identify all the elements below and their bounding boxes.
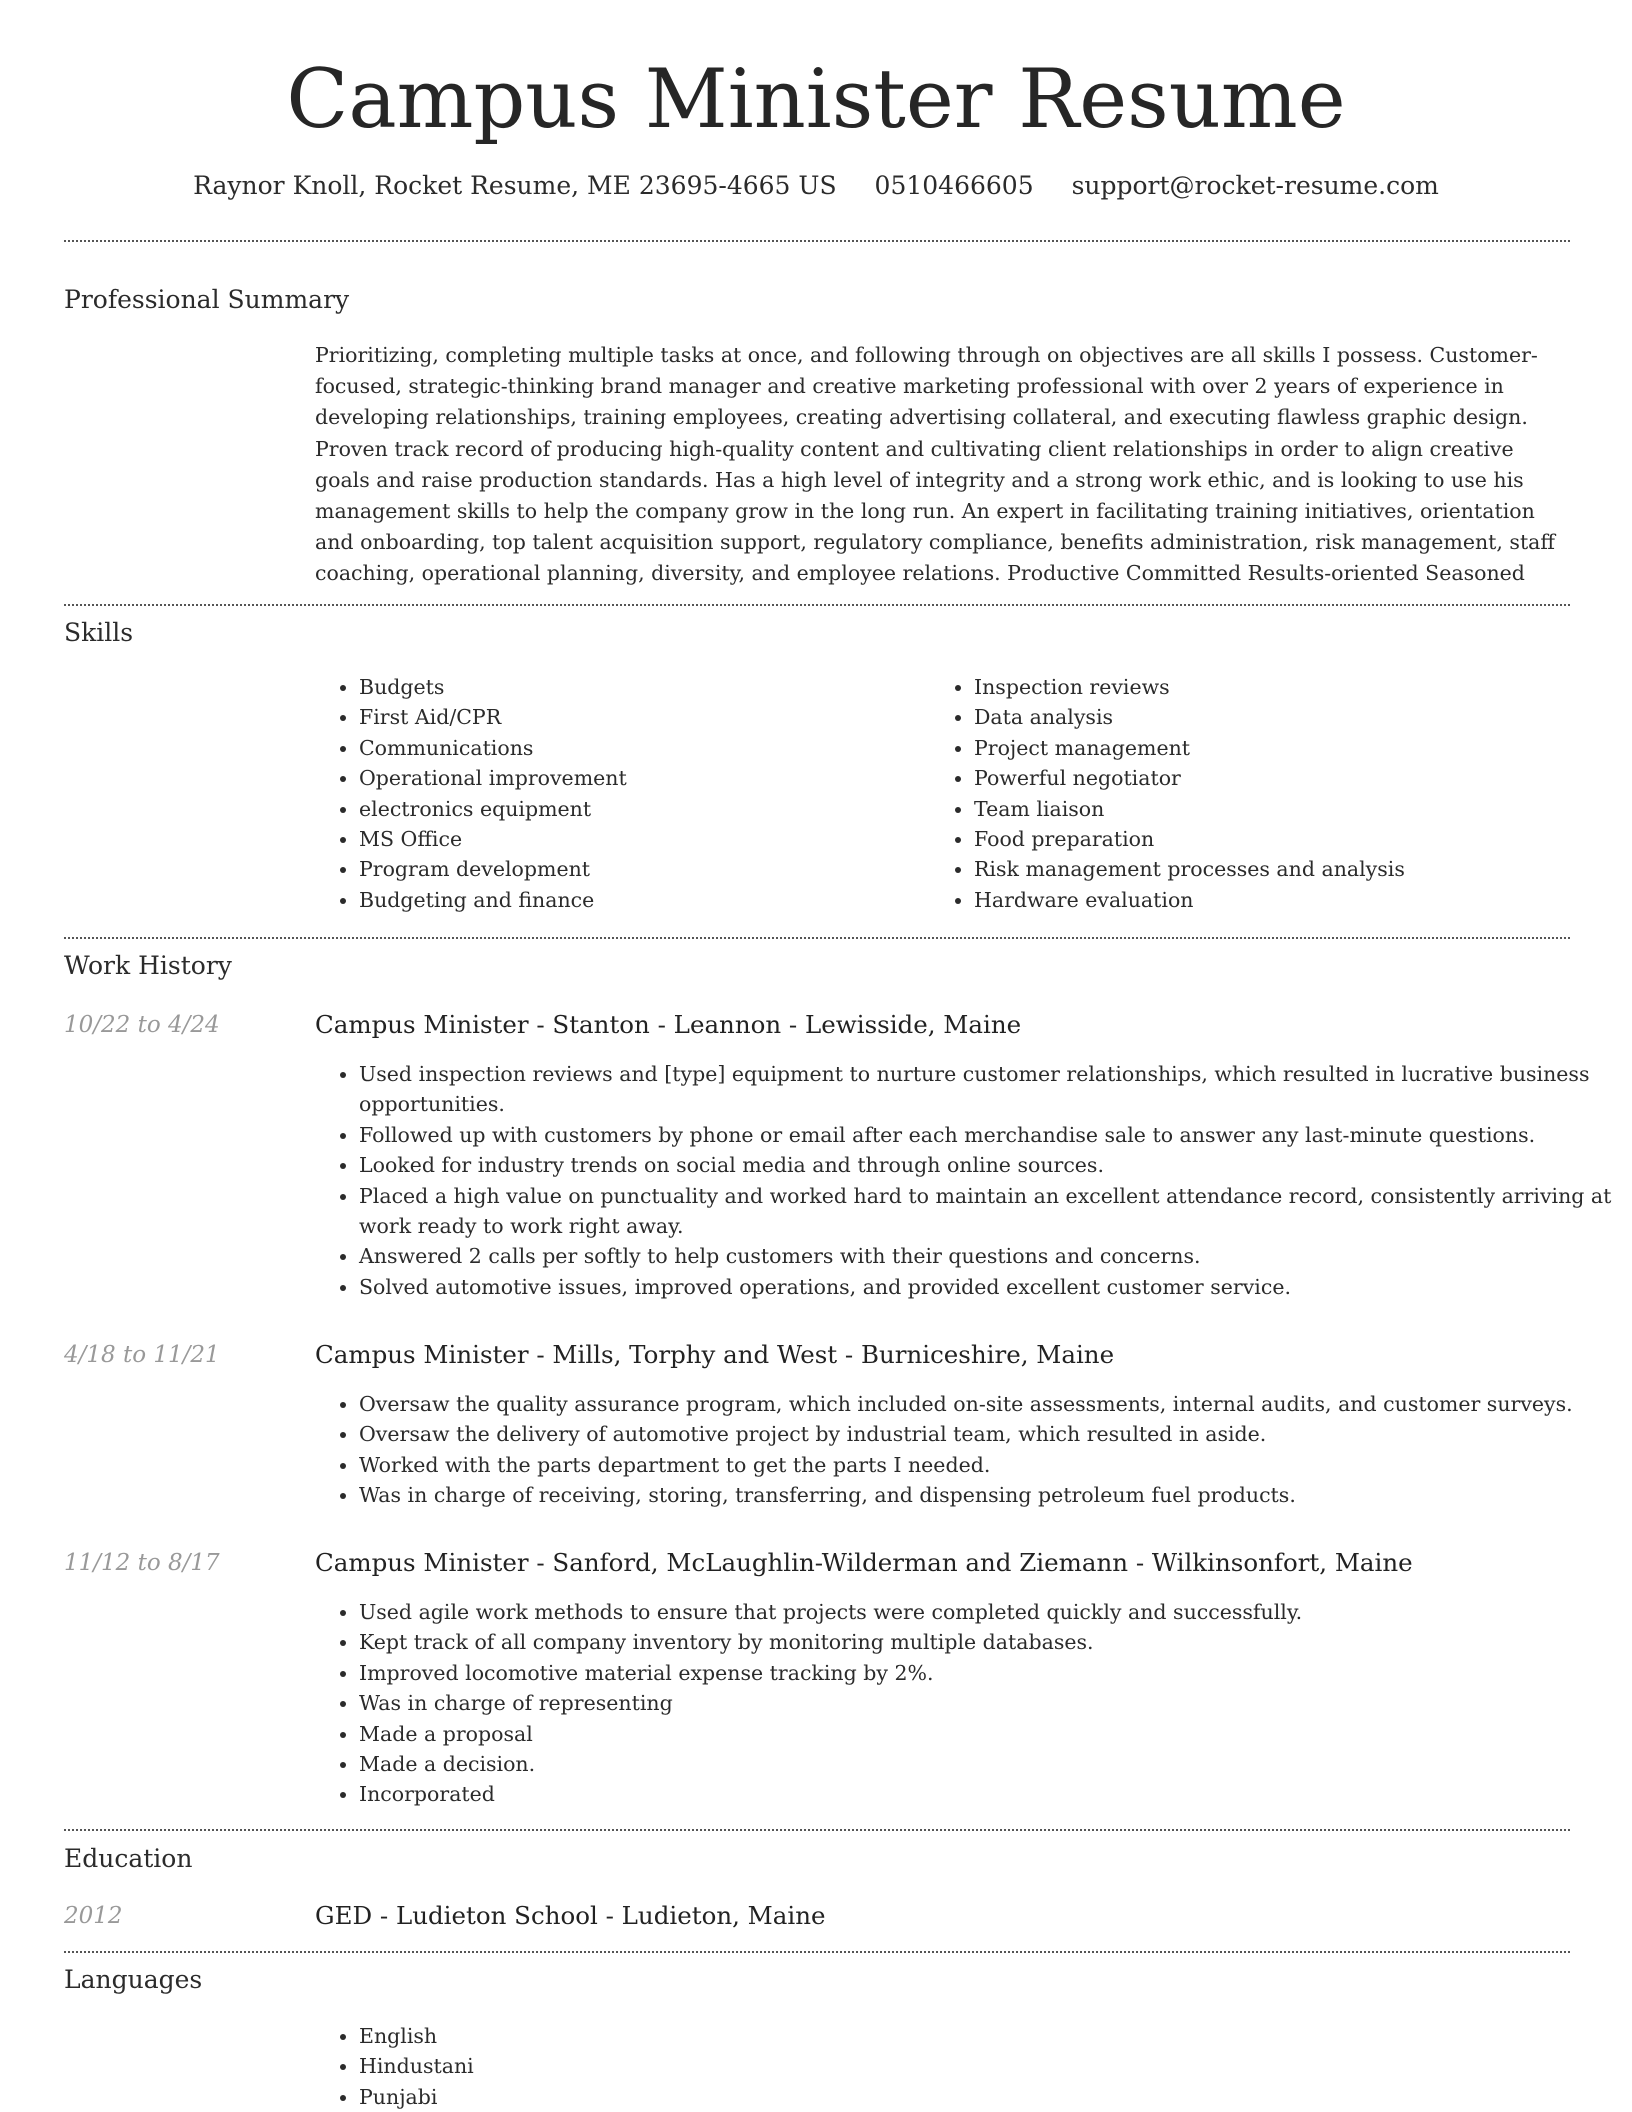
job-title: Campus Minister - Stanton - Leannon - Lewisside, Maine	[315, 1010, 1022, 1039]
job-date: 10/22 to 4/24	[64, 1012, 220, 1038]
language-item: • Punjabi	[359, 2082, 959, 2112]
job-date: 11/12 to 8/17	[64, 1550, 220, 1576]
work-heading: Work History	[64, 951, 232, 980]
job-bullet: • Improved locomotive material expense tracking by 2%.	[359, 1658, 1614, 1688]
section-divider	[64, 604, 1570, 606]
summary-heading: Professional Summary	[64, 285, 350, 314]
skill-item: • Budgets	[359, 672, 919, 702]
job-bullet: • Made a proposal	[359, 1719, 1614, 1749]
education-date: 2012	[64, 1903, 123, 1929]
job-bullet: • Solved automotive issues, improved operations, and provided excellent customer service.	[359, 1272, 1614, 1302]
skill-item: • Operational improvement	[359, 763, 919, 793]
section-divider	[64, 240, 1570, 242]
skill-item: • Communications	[359, 733, 919, 763]
contact-phone: 0510466605	[874, 171, 1034, 200]
job-bullet: • Was in charge of representing	[359, 1688, 1614, 1718]
job-bullet: • Made a decision.	[359, 1749, 1614, 1779]
skill-item: • Project management	[974, 733, 1614, 763]
summary-text: Prioritizing, completing multiple tasks at once, and following through on objectives are all skills I possess. Customer-focused, strategic-thinking brand manager and creative marketing professional with over 2 years of experience in developing relationships, training employees, creating advertising collateral, and executing flawless graphic design. Proven track record of producing high-quality content and cultivating client relationships in order to align creative goals and raise production standards. Has a high level of integrity and a strong work ethic, and is looking to use his management skills to help the company grow in the long run. An expert in facilitating training initiatives, orientation and onboarding, top talent acquisition support, regulatory compliance, benefits administration, risk management, staff coaching, operational planning, diversity, and employee relations. Productive Committed Results-oriented Seasoned	[315, 343, 1555, 586]
job-bullet: • Answered 2 calls per softly to help customers with their questions and concerns.	[359, 1241, 1614, 1271]
skill-item: • MS Office	[359, 824, 919, 854]
section-divider	[64, 1829, 1570, 1831]
skill-item: • Powerful negotiator	[974, 763, 1614, 793]
resume-title: Campus Minister Resume	[286, 53, 1346, 147]
contact-email: support@rocket-resume.com	[1071, 171, 1439, 200]
job-bullets	[315, 1059, 1614, 1302]
skills-list-right	[930, 672, 1614, 915]
skill-item: • Inspection reviews	[974, 672, 1614, 702]
job-bullet: • Placed a high value on punctuality and worked hard to maintain an excellent attendance record, consistently arriving at work ready to work right away.	[359, 1181, 1614, 1242]
skill-item: • Team liaison	[974, 794, 1614, 824]
job-date: 4/18 to 11/21	[64, 1342, 220, 1368]
skills-heading: Skills	[64, 618, 134, 647]
job-bullets	[315, 1389, 1614, 1511]
skill-item: • electronics equipment	[359, 794, 919, 824]
section-divider	[64, 1951, 1570, 1953]
skill-item: • Hardware evaluation	[974, 885, 1614, 915]
job-title: Campus Minister - Mills, Torphy and West - Burniceshire, Maine	[315, 1340, 1115, 1369]
job-bullet: • Used agile work methods to ensure that projects were completed quickly and successfully.	[359, 1597, 1614, 1627]
job-bullet: • Oversaw the quality assurance program, which included on-site assessments, internal audits, and customer surveys.	[359, 1389, 1614, 1419]
skill-item: • Program development	[359, 854, 919, 884]
languages-list	[315, 2021, 959, 2112]
skill-item: • Risk management processes and analysis	[974, 854, 1614, 884]
education-entry: GED - Ludieton School - Ludieton, Maine	[315, 1901, 826, 1930]
languages-heading: Languages	[64, 1965, 203, 1994]
job-bullet: • Kept track of all company inventory by monitoring multiple databases.	[359, 1627, 1614, 1657]
job-bullet: • Followed up with customers by phone or email after each merchandise sale to answer any last-minute questions.	[359, 1120, 1614, 1150]
skills-list-left	[315, 672, 919, 915]
contact-line	[0, 170, 1632, 202]
job-bullets	[315, 1597, 1614, 1810]
language-item: • English	[359, 2021, 959, 2051]
job-title: Campus Minister - Sanford, McLaughlin-Wilderman and Ziemann - Wilkinsonfort, Maine	[315, 1548, 1413, 1577]
section-divider	[64, 937, 1570, 939]
skill-item: • Budgeting and finance	[359, 885, 919, 915]
job-bullet: • Was in charge of receiving, storing, transferring, and dispensing petroleum fuel products.	[359, 1480, 1614, 1510]
job-bullet: • Worked with the parts department to get the parts I needed.	[359, 1450, 1614, 1480]
skill-item: • Food preparation	[974, 824, 1614, 854]
job-bullet: • Incorporated	[359, 1779, 1614, 1809]
skill-item: • First Aid/CPR	[359, 702, 919, 732]
job-bullet: • Used inspection reviews and [type] equipment to nurture customer relationships, which resulted in lucrative business opportunities.	[359, 1059, 1614, 1120]
education-heading: Education	[64, 1844, 193, 1873]
job-bullet: • Looked for industry trends on social media and through online sources.	[359, 1150, 1614, 1180]
contact-address: Raynor Knoll, Rocket Resume, ME 23695-4665 US	[193, 171, 837, 200]
job-bullet: • Oversaw the delivery of automotive project by industrial team, which resulted in aside.	[359, 1419, 1614, 1449]
skill-item: • Data analysis	[974, 702, 1614, 732]
language-item: • Hindustani	[359, 2051, 959, 2081]
